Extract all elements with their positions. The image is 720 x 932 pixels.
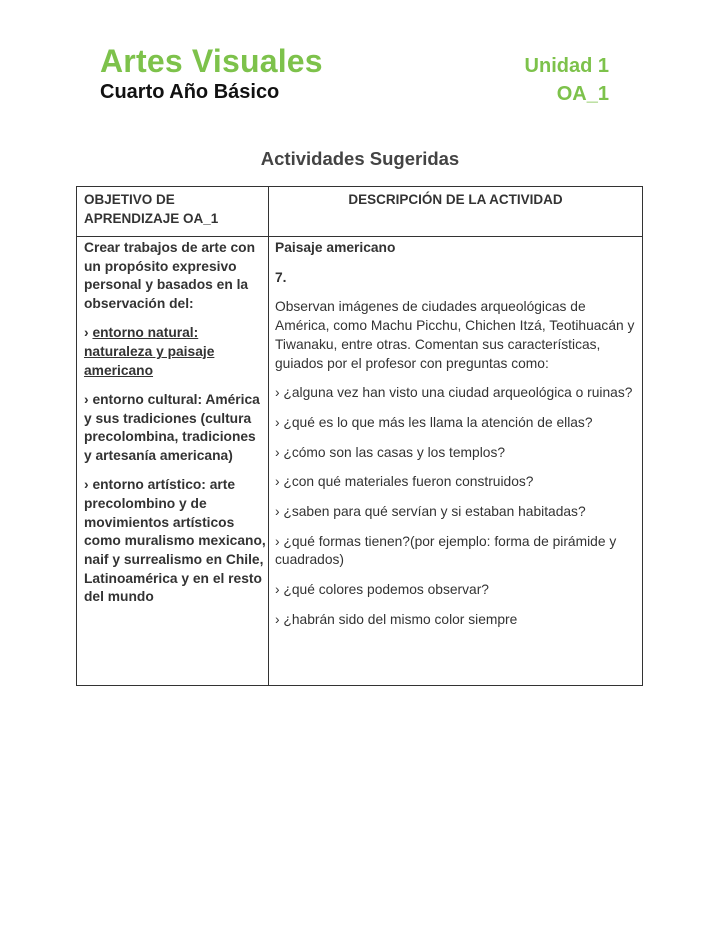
bullet-icon: ›: [84, 391, 89, 407]
objective-item-text: entorno artístico: arte precolombino y de movimientos artísticos como muralismo mexicano, naif y surrealismo en Chile, Latinoamérica y en el resto del mundo: [84, 477, 266, 605]
activity-question: › ¿alguna vez han visto una ciudad arqueológica o ruinas?: [275, 385, 633, 401]
activity-question: › ¿qué es lo que más les llama la atención de ellas?: [275, 414, 593, 430]
document-title: Artes Visuales: [100, 43, 323, 79]
bullet-icon: ›: [84, 325, 89, 341]
unit-label: Unidad 1: [524, 55, 609, 77]
objective-code: OA_1: [556, 83, 609, 105]
activity-question: › ¿con qué materiales fueron construidos?: [275, 474, 534, 490]
objective-item: [84, 391, 266, 466]
objective-item-text: entorno natural: naturaleza y paisaje americano: [84, 325, 215, 378]
section-title: Actividades Sugeridas: [260, 148, 460, 169]
activity-title: Paisaje americano: [275, 240, 396, 255]
bullet-icon: ›: [84, 477, 89, 493]
activity-question: › ¿habrán sido del mismo color siempre: [275, 611, 518, 627]
activity-question: › ¿qué formas tienen?(por ejemplo: forma de pirámide y cuadrados): [275, 533, 617, 568]
activity-number: 7.: [275, 269, 287, 285]
objective-intro: Crear trabajos de arte con un propósito expresivo personal y basados en la observación del:: [84, 240, 255, 312]
objective-cell: [84, 239, 266, 618]
column-divider: [268, 187, 269, 685]
table-header-row: [77, 187, 642, 237]
activity-question: › ¿qué colores podemos observar?: [275, 582, 489, 598]
header-description: DESCRIPCIÓN DE LA ACTIVIDAD: [348, 192, 563, 207]
activity-cell: [275, 239, 636, 641]
activity-description: Observan imágenes de ciudades arqueológicas de América, como Machu Picchu, Chichen Itzá, Teotihuacán y Tiwanaku, entre otras. Comentan sus características, guiados por el profesor con preguntas como:: [275, 299, 635, 371]
document-header-right: [525, 52, 609, 108]
objective-item-text: entorno cultural: América y sus tradiciones (cultura precolombina, tradiciones y artesanía americana): [84, 391, 260, 464]
document-header-left: [100, 42, 323, 104]
activities-table: [76, 186, 643, 686]
objective-item: [84, 476, 266, 607]
header-objective: OBJETIVO DE APRENDIZAJE OA_1: [84, 192, 219, 226]
document-subtitle: Cuarto Año Básico: [100, 81, 280, 103]
activity-question: › ¿cómo son las casas y los templos?: [275, 444, 506, 460]
objective-item: [84, 324, 266, 380]
activity-question: › ¿saben para qué servían y si estaban habitadas?: [275, 504, 586, 520]
